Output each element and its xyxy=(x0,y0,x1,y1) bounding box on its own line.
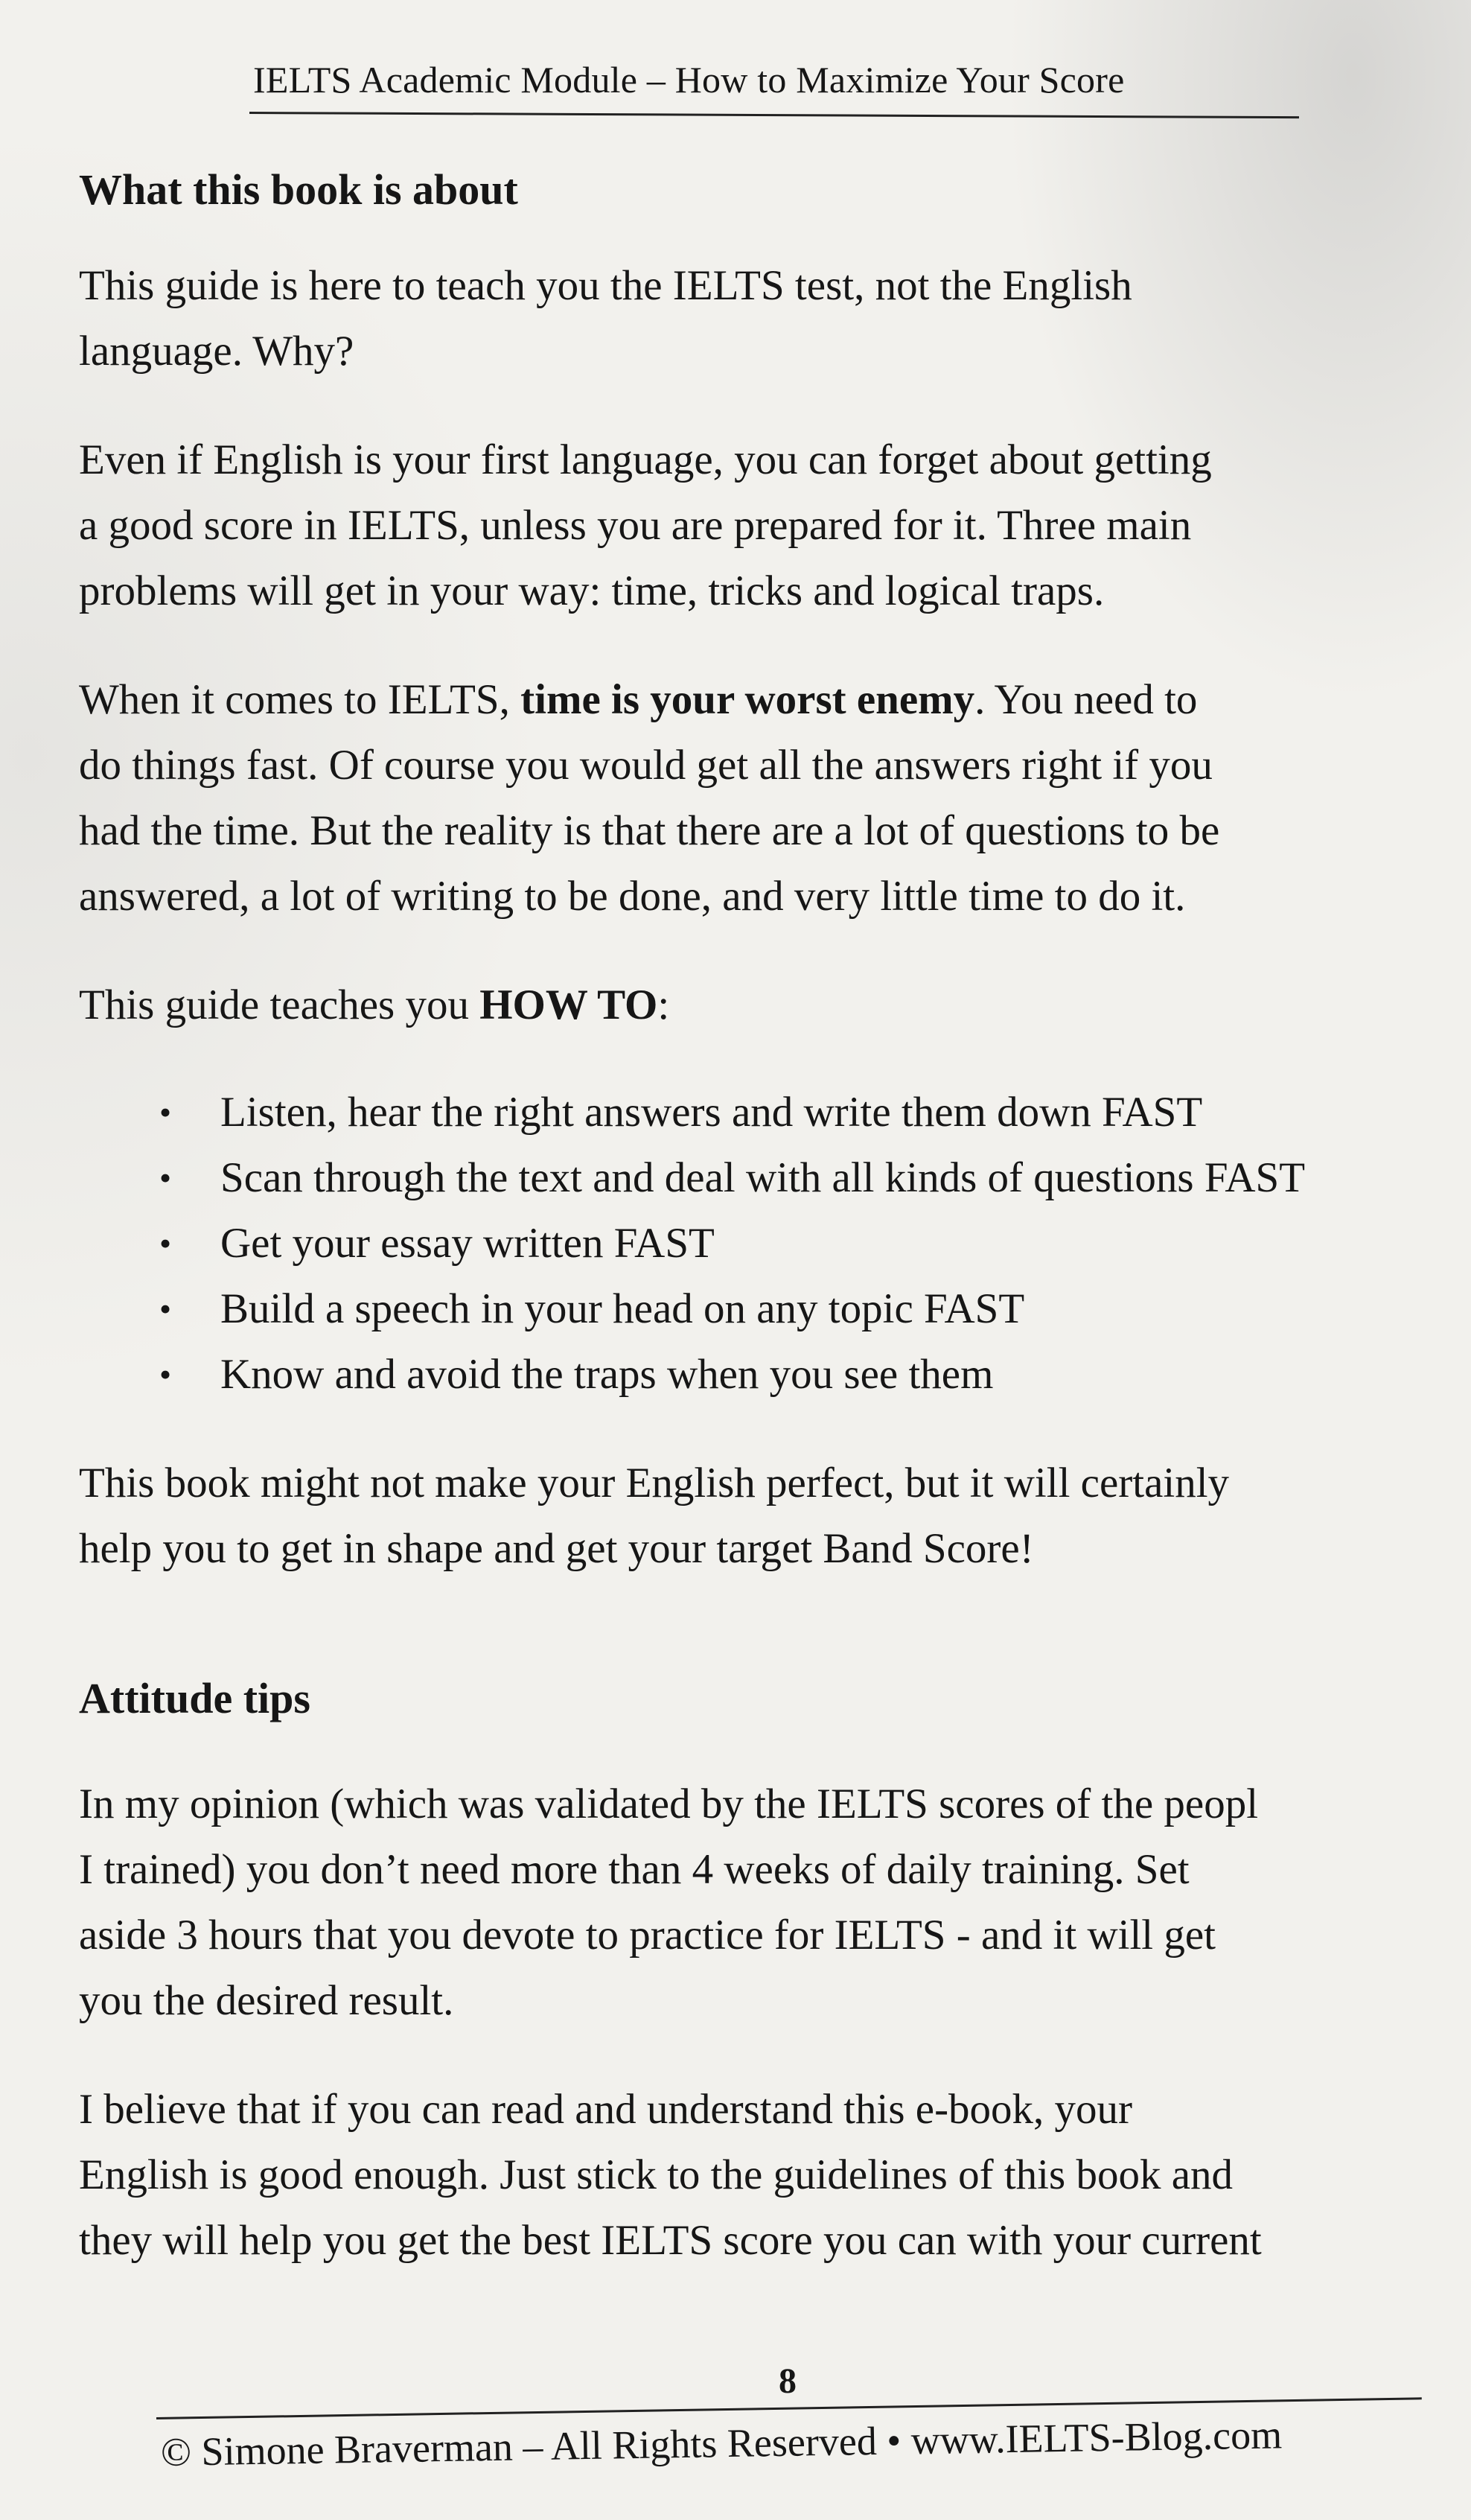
bullet-icon: • xyxy=(159,1158,172,1197)
list-item xyxy=(79,1145,1456,1211)
paragraph-line: help you to get in shape and get your target Band Score! xyxy=(79,1524,1034,1572)
copyright-footer: © Simone Braverman – All Rights Reserved • www.IELTS-Blog.com xyxy=(160,2412,1283,2475)
list-item-text: Get your essay written FAST xyxy=(220,1219,715,1267)
list-item-text: Scan through the text and deal with all kinds of questions FAST xyxy=(220,1154,1306,1201)
paragraph-line xyxy=(79,973,1456,1038)
emphasis-time-enemy: time is your worst enemy xyxy=(520,675,975,723)
list-item xyxy=(79,1211,1456,1276)
bullet-icon: • xyxy=(159,1355,172,1393)
bullet-icon: • xyxy=(159,1289,172,1328)
list-item-text: Build a speech in your head on any topic FAST xyxy=(220,1285,1025,1332)
list-item xyxy=(79,1080,1456,1145)
list-item-text: Listen, hear the right answers and write them down FAST xyxy=(220,1088,1203,1136)
text-run: This guide teaches you xyxy=(79,981,480,1028)
list-item-text: Know and avoid the traps when you see them xyxy=(220,1350,994,1398)
how-to-list xyxy=(79,1080,1456,1407)
paragraph-line: do things fast. Of course you would get all the answers right if you xyxy=(79,741,1213,789)
paragraph-line: Even if English is your first language, you can forget about getting xyxy=(79,436,1212,483)
paragraph-line: problems will get in your way: time, tricks and logical traps. xyxy=(79,567,1105,614)
list-item xyxy=(79,1276,1456,1342)
paragraph-line: had the time. But the reality is that there are a lot of questions to be xyxy=(79,806,1220,854)
list-item xyxy=(79,1342,1456,1407)
text-run: . You need to xyxy=(974,675,1198,723)
paragraph-line: language. Why? xyxy=(79,327,354,375)
page-content xyxy=(79,164,1456,2274)
paragraph-line: aside 3 hours that you devote to practice for IELTS - and it will get xyxy=(79,1912,1216,1959)
page-number: 8 xyxy=(779,2361,797,2401)
text-run: : xyxy=(657,981,670,1028)
bullet-icon: • xyxy=(159,1224,172,1262)
paragraph-line: This book might not make your English perfect, but it will certainly xyxy=(79,1459,1230,1506)
section-heading-attitude: Attitude tips xyxy=(79,1673,310,1722)
paragraph-line: In my opinion (which was validated by the IELTS scores of the peopl xyxy=(79,1781,1259,1828)
paragraph-line: I trained) you don’t need more than 4 weeks of daily training. Set xyxy=(79,1846,1190,1894)
bullet-icon: • xyxy=(159,1092,172,1131)
section-heading-about: What this book is about xyxy=(79,165,518,214)
paragraph-line: answered, a lot of writing to be done, and very little time to do it. xyxy=(79,872,1186,920)
emphasis-how-to: HOW TO xyxy=(479,981,658,1028)
paragraph-line: This guide is here to teach you the IELTS test, not the English xyxy=(79,261,1132,309)
running-head: IELTS Academic Module – How to Maximize Your Score xyxy=(253,59,1125,101)
paragraph-line: you the desired result. xyxy=(79,1977,454,2025)
paragraph-line xyxy=(79,667,1456,733)
text-run: When it comes to IELTS, xyxy=(79,675,521,723)
header-rule xyxy=(249,112,1299,118)
paragraph-line: English is good enough. Just stick to the guidelines of this book and xyxy=(79,2151,1233,2199)
paragraph-line: I believe that if you can read and understand this e-book, your xyxy=(79,2086,1133,2134)
paragraph-line: they will help you get the best IELTS score you can with your current xyxy=(79,2217,1262,2265)
paragraph-line: a good score in IELTS, unless you are prepared for it. Three main xyxy=(79,501,1192,549)
